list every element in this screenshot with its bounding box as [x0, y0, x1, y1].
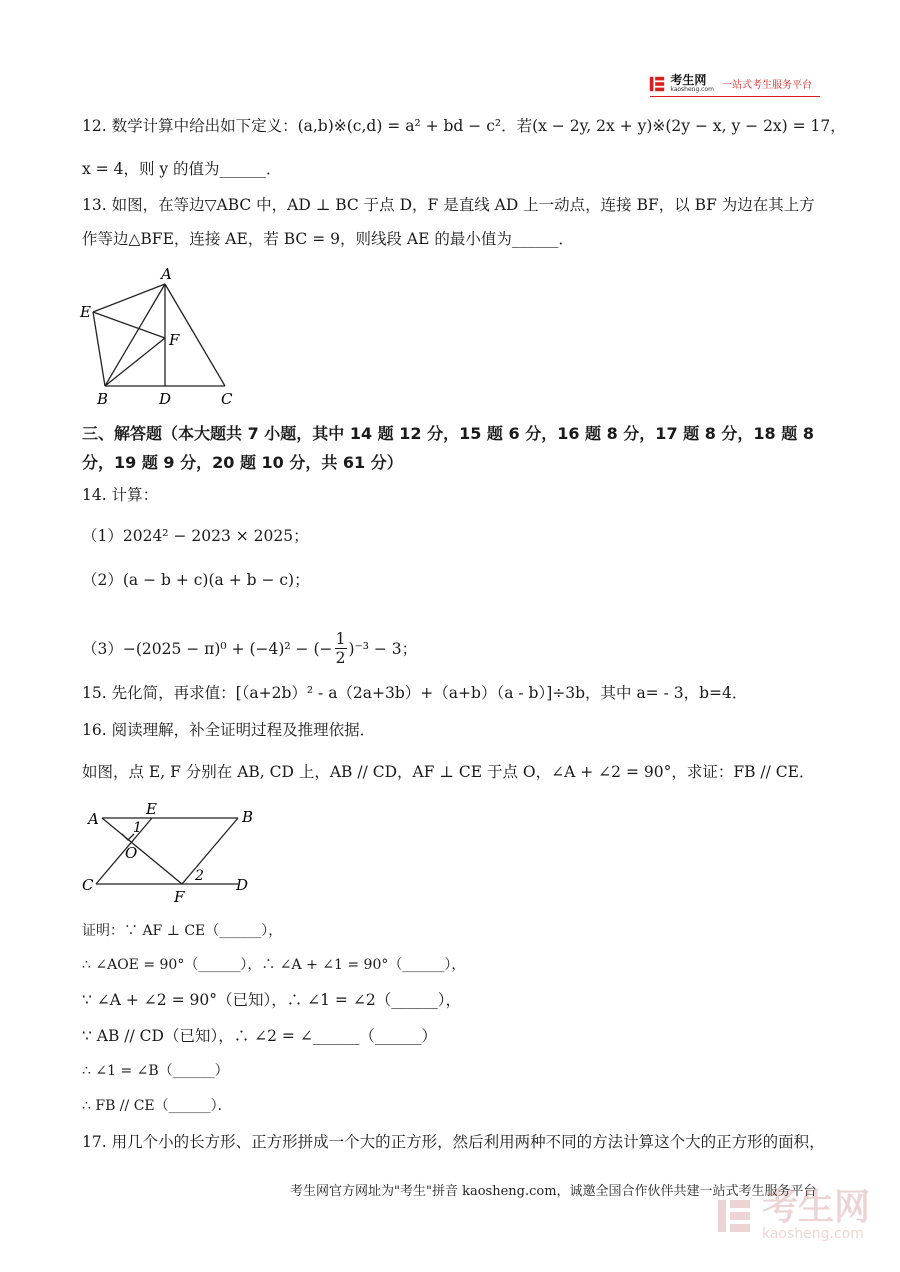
label-angle-1: 1 — [133, 820, 142, 836]
q16-parallel-figure — [78, 800, 258, 906]
watermark — [714, 1187, 870, 1242]
label-f: F — [174, 888, 185, 906]
logo-name: 考生网 — [670, 73, 707, 87]
fraction-numerator: 1 — [335, 630, 346, 648]
label-a: A — [88, 810, 99, 828]
logo-text-block — [670, 74, 714, 93]
label-d: D — [159, 390, 172, 408]
segment-ce — [96, 818, 152, 884]
logo-slogan: 一站式考生服务平台 — [722, 80, 812, 91]
label-o: O — [125, 844, 138, 862]
q14-part3 — [82, 630, 417, 667]
q14-part1: （1）2024² − 2023 × 2025； — [82, 527, 309, 545]
label-f: F — [169, 331, 180, 349]
q12-line1: 12. 数学计算中给出如下定义：(a,b)※(c,d) = a² + bd − c²．若(x − 2y, 2x + y)※(2y − x, y − 2x) = 17， — [82, 117, 846, 135]
header-logo — [648, 74, 812, 93]
q17-text: 17. 用几个小的长方形、正方形拼成一个大的正方形，然后利用两种不同的方法计算这个大的正方形的面积， — [82, 1133, 825, 1151]
label-b: B — [97, 390, 109, 408]
q16-title: 16. 阅读理解，补全证明过程及推理依据． — [82, 721, 376, 739]
segment-fb — [182, 818, 238, 884]
label-a: A — [161, 265, 172, 283]
segment-af — [102, 818, 182, 884]
segment-ea — [93, 284, 165, 312]
segment-bf — [105, 338, 165, 386]
header-rule — [650, 96, 820, 97]
q16-given: 如图，点 E, F 分别在 AB, CD 上，AB // CD，AF ⊥ CE 于点 O，∠A + ∠2 = 90°，求证：FB // CE． — [82, 763, 815, 781]
segment-eb — [93, 312, 105, 386]
q14-part2: （2）(a − b + c)(a + b − c)； — [82, 571, 310, 589]
label-e: E — [80, 303, 91, 321]
q14-title: 14. 计算： — [82, 486, 159, 504]
fraction-denominator: 2 — [335, 649, 346, 667]
label-angle-2: 2 — [195, 868, 204, 884]
footer-text: 考生网官方网址为"考生"拼音 kaosheng.com，诚邀全国合作伙伴共建一站式考生服务平台 — [290, 1184, 817, 1199]
watermark-logo-icon — [714, 1196, 754, 1236]
label-d: D — [236, 876, 249, 894]
section3-line2: 分，19 题 9 分，20 题 10 分，共 61 分） — [82, 453, 403, 472]
proof-line-4: ∵ AB // CD（已知），∴ ∠2 = ∠______（______） — [82, 1027, 437, 1045]
kaosheng-logo-icon — [648, 75, 666, 93]
q14-part3-prefix: （3）−(2025 − π)⁰ + (−4)² − (− — [82, 639, 333, 658]
q12-line2: x = 4，则 y 的值为______． — [82, 160, 282, 178]
proof-line-2: ∴ ∠AOE = 90°（______），∴ ∠A + ∠1 = 90°（______）， — [82, 957, 466, 973]
label-b: B — [242, 808, 254, 826]
watermark-name: 考生网 — [761, 1187, 870, 1228]
proof-line-5: ∴ ∠1 = ∠B（______） — [82, 1063, 229, 1079]
label-c: C — [82, 876, 94, 894]
label-e: E — [146, 800, 157, 818]
proof-line-6: ∴ FB // CE（______）． — [82, 1098, 232, 1114]
section3-line1: 三、解答题（本大题共 7 小题，其中 14 题 12 分，15 题 6 分，16 题 8 分，17 题 8 分，18 题 8 — [82, 424, 814, 443]
q13-line2: 作等边△BFE，连接 AE，若 BC = 9，则线段 AE 的最小值为______． — [82, 230, 574, 248]
label-c: C — [221, 390, 233, 408]
proof-line-1: 证明：∵ AF ⊥ CE（______）， — [82, 923, 283, 939]
fraction-one-half — [335, 630, 347, 667]
watermark-domain: kaosheng.com — [761, 1226, 864, 1242]
q13-line1: 13. 如图，在等边▽ABC 中，AD ⊥ BC 于点 D，F 是直线 AD 上一动点，连接 BF，以 BF 为边在其上方 — [82, 196, 815, 214]
q14-part3-suffix: )⁻³ − 3； — [348, 639, 418, 658]
q15-text: 15. 先化简，再求值：[（a+2b）² - a（2a+3b）+（a+b）（a - b）]÷3b，其中 a= - 3，b=4． — [82, 684, 748, 702]
segment-ef — [93, 312, 165, 338]
logo-domain: kaosheng.com — [670, 86, 714, 93]
q13-triangle-figure — [75, 262, 245, 408]
watermark-text-block — [761, 1187, 870, 1242]
proof-line-3: ∵ ∠A + ∠2 = 90°（已知），∴ ∠1 = ∠2（______）， — [82, 991, 461, 1009]
